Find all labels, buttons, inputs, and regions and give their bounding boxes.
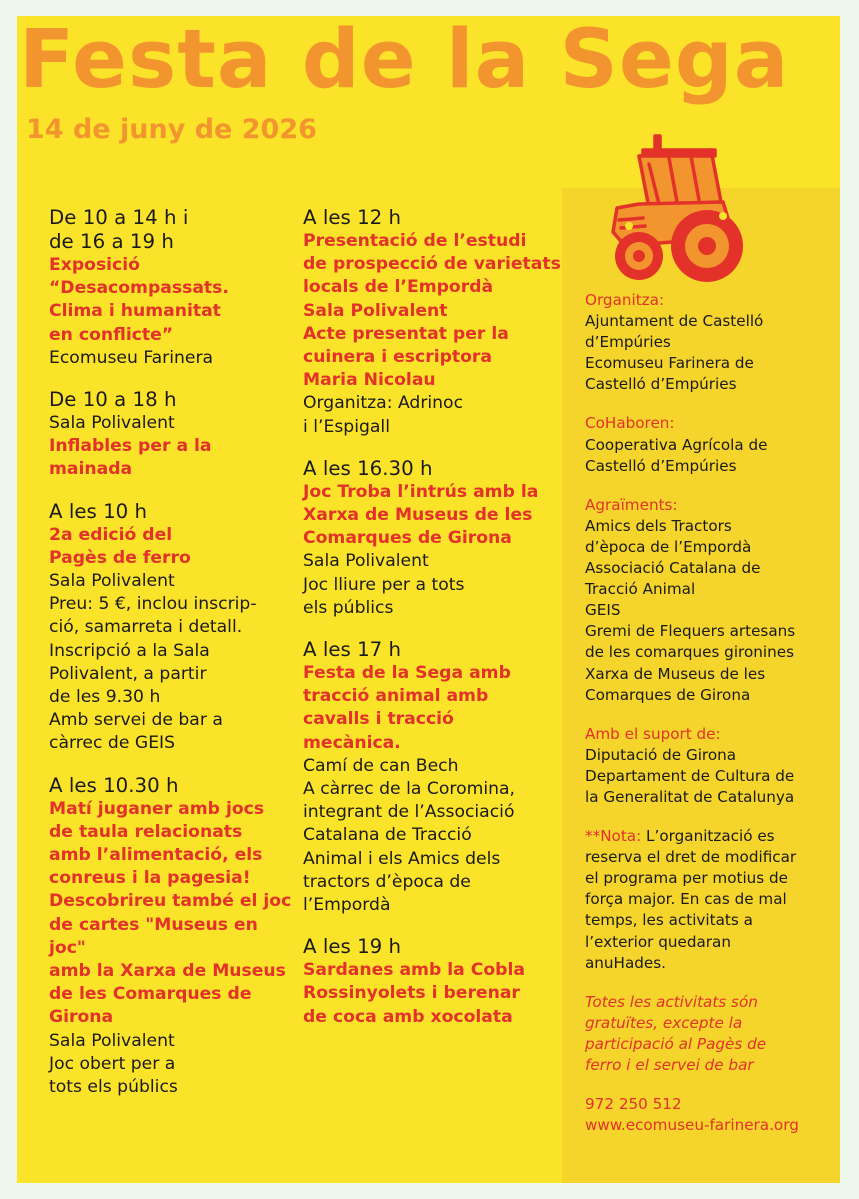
suport-line: Diputació de Girona [585, 745, 737, 764]
agraiments-label: Agraïments: [585, 495, 678, 514]
nota-line: reserva el dret de modificar [585, 848, 797, 867]
nota-line: anuHades. [585, 953, 667, 972]
phone-number: 972 250 512 [585, 1095, 682, 1114]
event-detail: Animal i els Amics dels [303, 848, 501, 869]
event-detail: l’Empordà [303, 895, 391, 916]
gratuites-block [585, 992, 830, 1076]
event-time: De 10 a 18 h [49, 388, 177, 412]
event-time: A les 17 h [303, 638, 402, 662]
collaboren-label: CoHaboren: [585, 414, 675, 433]
schedule-column-2 [303, 206, 563, 1047]
event-title: Sardanes amb la Cobla Rossinyolets i berenar de coca amb xocolata [303, 960, 525, 1027]
event-detail: integrant de l’Associació [303, 802, 515, 823]
credits-column [585, 290, 830, 1154]
agraiments-line: Gremi de Flequers artesans [585, 622, 796, 641]
event-block [49, 388, 299, 482]
event-detail: tots els públics [49, 1077, 178, 1098]
event-block [303, 935, 563, 1029]
event-detail: Catalana de Tracció [303, 825, 472, 846]
event-time: A les 10.30 h [49, 773, 179, 797]
event-detail: i l’Espigall [303, 416, 390, 437]
nota-first-text: L’organització es [641, 827, 775, 846]
event-title: Joc Troba l’intrús amb la Xarxa de Museus de les Comarques de Girona [303, 481, 539, 549]
event-detail: Polivalent, a partir [49, 663, 207, 684]
event-title: 2a edició del Pagès de ferro [49, 524, 191, 568]
gratuites-line: Totes les activitats són [585, 992, 758, 1011]
event-detail: càrrec de GEIS [49, 733, 176, 754]
suport-line: la Generalitat de Catalunya [585, 787, 795, 806]
poster-title: Festa de la Sega [19, 16, 790, 107]
schedule-column-1 [49, 206, 299, 1117]
event-title: Exposició “Desacompassats. Clima i humanitat en conflicte” [49, 255, 229, 345]
suport-block [585, 724, 830, 808]
nota-block [585, 826, 830, 974]
gratuites-line: participació al Pagès de [585, 1034, 767, 1053]
event-detail: Sala Polivalent [303, 551, 429, 572]
event-detail: Ecomuseu Farinera [49, 347, 214, 368]
event-detail: Preu: 5 €, inclou inscrip- [49, 594, 257, 615]
suport-line: Departament de Cultura de [585, 766, 795, 785]
agraiments-line: GEIS [585, 601, 621, 620]
gratuites-line: gratuïtes, excepte la [585, 1013, 743, 1032]
organitza-line: d’Empúries [585, 333, 671, 352]
agraiments-line: d’època de l’Empordà [585, 537, 752, 556]
event-title: Festa de la Sega amb tracció animal amb cavalls i tracció mecànica. [303, 663, 511, 753]
website-link[interactable]: www.ecomuseu-farinera.org [585, 1116, 799, 1135]
nota-first-line [585, 826, 830, 847]
event-block [303, 457, 563, 620]
nota-label: **Nota: [585, 827, 642, 846]
collaboren-block [585, 413, 830, 476]
collaboren-line: Cooperativa Agrícola de [585, 435, 768, 454]
nota-line: força major. En cas de mal [585, 890, 787, 909]
event-block [49, 206, 299, 370]
event-detail: Joc lliure per a tots [303, 574, 465, 595]
agraiments-line: Xarxa de Museus de les [585, 664, 766, 683]
suport-label: Amb el suport de: [585, 724, 721, 743]
event-block [49, 774, 299, 1100]
event-title: Inflables per a la mainada [49, 436, 212, 480]
event-block [303, 206, 563, 439]
event-detail: Sala Polivalent [49, 413, 175, 434]
organitza-line: Ecomuseu Farinera de [585, 354, 754, 373]
agraiments-line: Comarques de Girona [585, 685, 751, 704]
event-detail: Amb servei de bar a [49, 710, 223, 731]
event-detail: els públics [303, 597, 394, 618]
event-title: Presentació de l’estudi de prospecció de varietats locals de l’Empordà Sala Polivalent Acte presentat per la cuinera i escriptora Maria Nicolau [303, 231, 561, 391]
event-block [49, 500, 299, 756]
event-time: A les 10 h [49, 499, 148, 523]
event-time: A les 16.30 h [303, 456, 433, 480]
event-time: De 10 a 14 h i de 16 a 19 h [49, 206, 189, 253]
event-detail: Organitza: Adrinoc [303, 393, 464, 414]
nota-line: temps, les activitats a [585, 911, 753, 930]
poster [17, 16, 840, 1183]
agraiments-line: Amics dels Tractors [585, 516, 732, 535]
event-detail: Joc obert per a [49, 1053, 176, 1074]
organitza-line: Castelló d’Empúries [585, 375, 737, 394]
gratuites-line: ferro i el servei de bar [585, 1056, 754, 1074]
event-time: A les 12 h [303, 206, 402, 229]
organitza-block [585, 290, 830, 395]
event-detail: de les 9.30 h [49, 687, 161, 708]
event-detail: Sala Polivalent [49, 571, 175, 592]
event-detail: Inscripció a la Sala [49, 640, 210, 661]
event-detail: Sala Polivalent [49, 1030, 175, 1051]
tractor-icon [599, 128, 749, 288]
event-detail: ció, samarreta i detall. [49, 617, 243, 638]
event-time: A les 19 h [303, 935, 402, 959]
event-detail: tractors d’època de [303, 871, 471, 892]
organitza-line: Ajuntament de Castelló [585, 312, 764, 331]
event-date: 14 de juny de 2026 [26, 114, 317, 145]
collaboren-line: Castelló d’Empúries [585, 456, 737, 475]
organitza-label: Organitza: [585, 291, 665, 309]
event-detail: A càrrec de la Coromina, [303, 779, 515, 800]
nota-line: el programa per motius de [585, 869, 789, 888]
agraiments-line: de les comarques gironines [585, 643, 794, 662]
event-block [303, 638, 563, 917]
nota-line: l’exterior quedaran [585, 932, 731, 951]
contact-block [585, 1094, 830, 1136]
event-title: Matí juganer amb jocs de taula relacionats amb l’alimentació, els conreus i la pagesia! Descobrireu també el joc de cartes "Museus en joc" amb la Xarxa de Museus de les Comarques de Girona [49, 798, 292, 1028]
event-detail: Camí de can Bech [303, 755, 459, 776]
agraiments-line: Tracció Animal [585, 580, 696, 599]
agraiments-line: Associació Catalana de [585, 559, 761, 578]
agraiments-block [585, 495, 830, 706]
